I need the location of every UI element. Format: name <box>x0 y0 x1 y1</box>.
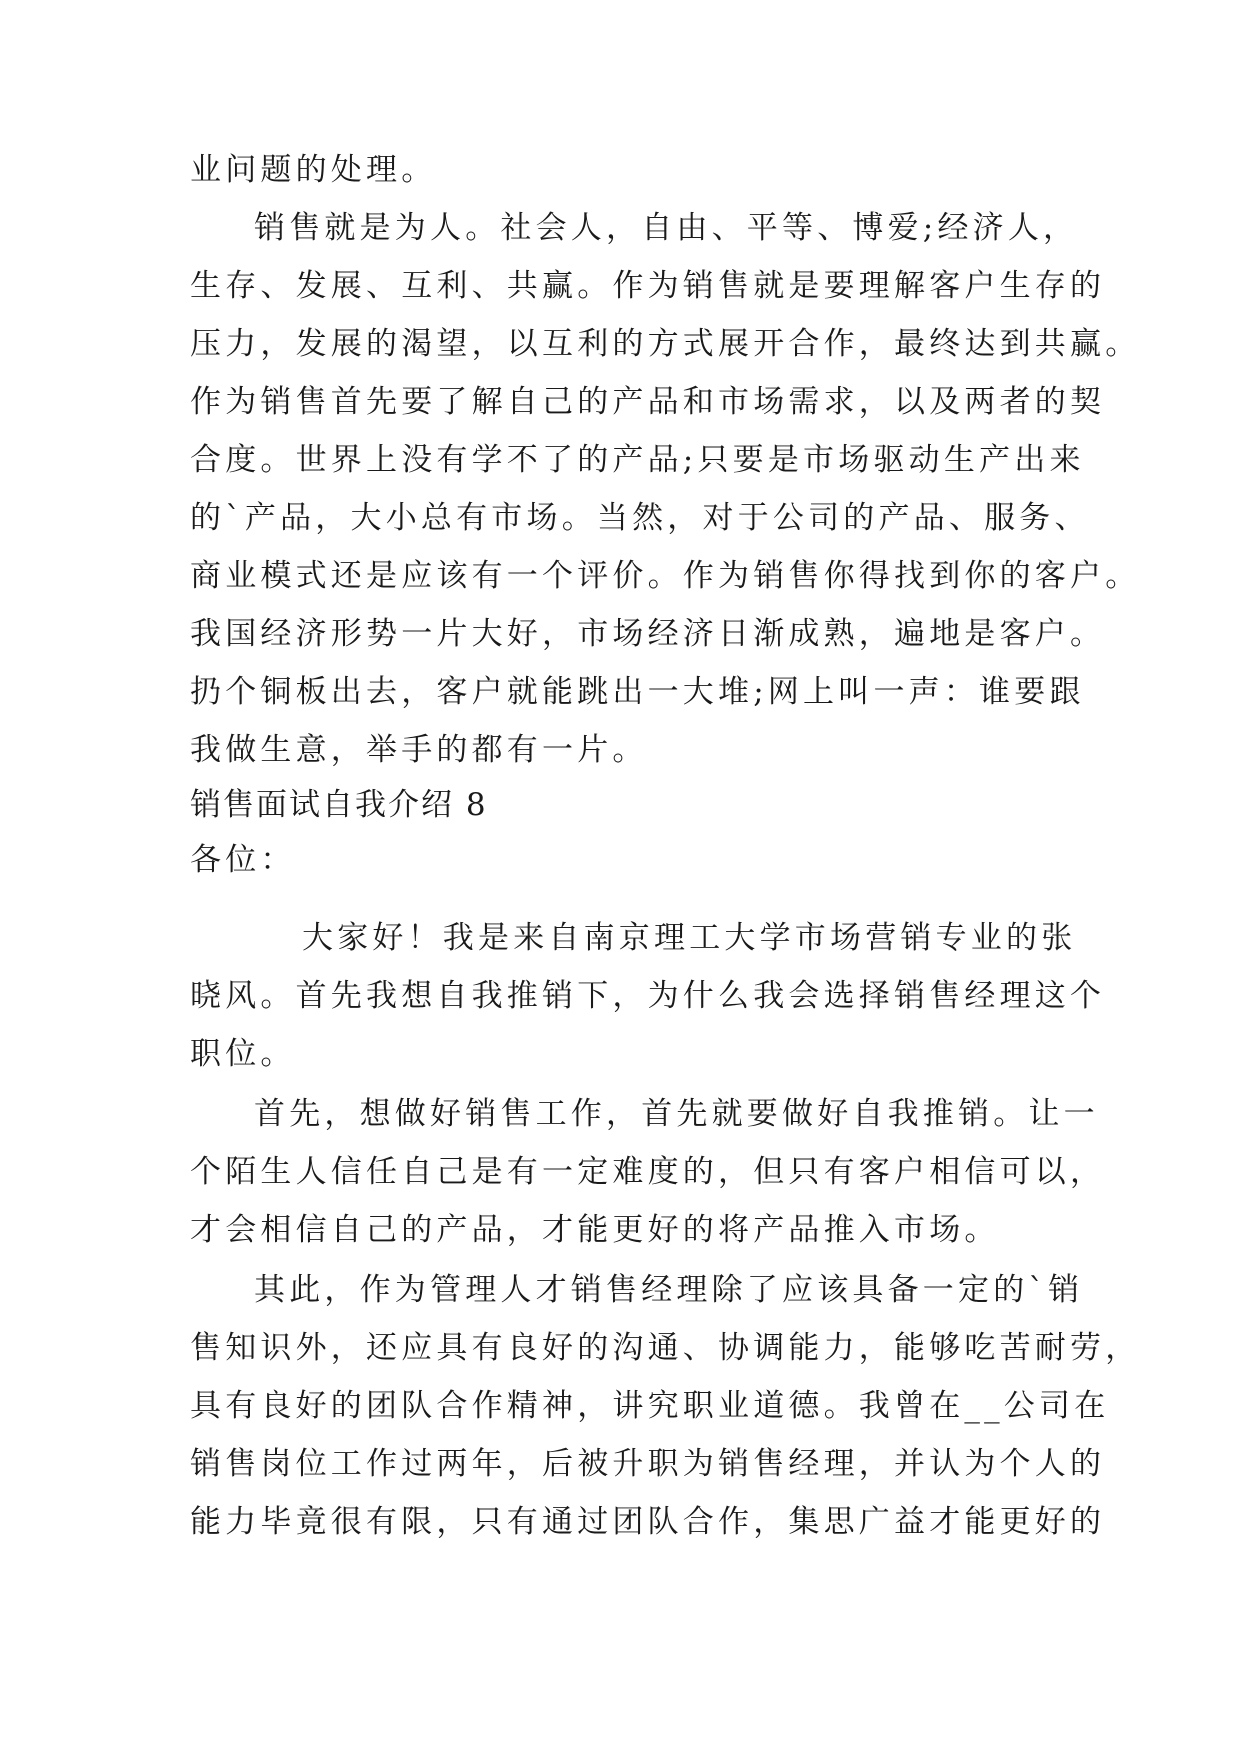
text-line: 商业模式还是应该有一个评价。作为销售你得找到你的客户。 <box>190 558 1141 594</box>
text-line: 压力，发展的渴望，以互利的方式展开合作，最终达到共赢。 <box>190 326 1141 362</box>
text-line: 售知识外，还应具有良好的沟通、协调能力，能够吃苦耐劳， <box>190 1330 1141 1366</box>
text-line: 销售就是为人。社会人，自由、平等、博爱;经济人， <box>254 210 1079 246</box>
text-line: 作为销售首先要了解自己的产品和市场需求，以及两者的契 <box>190 384 1106 420</box>
text-line: 扔个铜板出去，客户就能跳出一大堆;网上叫一声：谁要跟 <box>190 674 1085 710</box>
text-line: 我做生意，举手的都有一片。 <box>190 732 648 768</box>
text-line: 个陌生人信任自己是有一定难度的，但只有客户相信可以， <box>190 1154 1106 1190</box>
salutation: 各位： <box>190 842 296 878</box>
text-line: 合度。世界上没有学不了的产品;只要是市场驱动生产出来 <box>190 442 1085 478</box>
text-line: 我国经济形势一片大好，市场经济日渐成熟，遍地是客户。 <box>190 616 1106 652</box>
section-heading: 销售面试自我介绍 8 <box>190 787 488 823</box>
text-line: 晓风。首先我想自我推销下，为什么我会选择销售经理这个 <box>190 978 1106 1014</box>
text-line: 具有良好的团队合作精神，讲究职业道德。我曾在__公司在 <box>190 1388 1110 1424</box>
text-line: 的`产品，大小总有市场。当然，对于公司的产品、服务、 <box>190 500 1090 536</box>
text-line: 首先，想做好销售工作，首先就要做好自我推销。让一 <box>254 1096 1099 1132</box>
text-line: 生存、发展、互利、共赢。作为销售就是要理解客户生存的 <box>190 268 1106 304</box>
text-line: 其此，作为管理人才销售经理除了应该具备一定的`销 <box>254 1272 1084 1308</box>
text-line: 能力毕竟很有限，只有通过团队合作，集思广益才能更好的 <box>190 1504 1106 1540</box>
text-line: 销售岗位工作过两年，后被升职为销售经理，并认为个人的 <box>190 1446 1106 1482</box>
text-line: 业问题的处理。 <box>190 152 437 188</box>
text-line: 才会相信自己的产品，才能更好的将产品推入市场。 <box>190 1212 1000 1248</box>
text-line: 大家好！我是来自南京理工大学市场营销专业的张 <box>302 920 1077 956</box>
text-line: 职位。 <box>190 1036 296 1072</box>
